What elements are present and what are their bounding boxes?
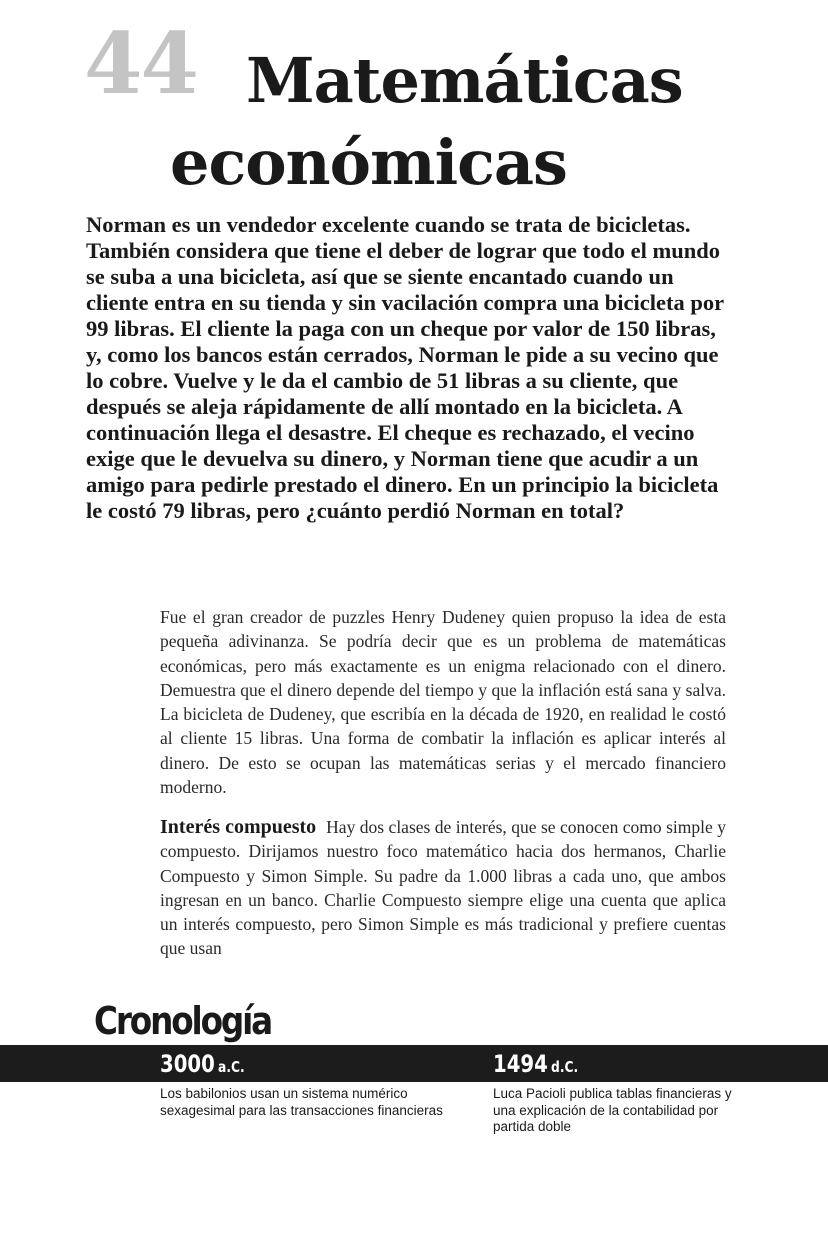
chapter-title-line-1: Matemáticas xyxy=(246,44,683,117)
chapter-number: 44 xyxy=(84,14,197,113)
timeline-event-year xyxy=(160,1050,245,1081)
section-heading: Interés compuesto xyxy=(160,816,317,838)
timeline-event-year xyxy=(493,1050,578,1081)
timeline-title: Cronología xyxy=(94,999,272,1043)
timeline-event-description: Los babilonios usan un sistema numérico sexagesimal para las transacciones financieras xyxy=(160,1086,443,1118)
timeline-event-description: Luca Pacioli publica tablas financieras y una explicación de la contabilidad por partida doble xyxy=(493,1086,732,1134)
body-paragraph-2 xyxy=(160,815,726,961)
body-paragraph-2-text: Hay dos clases de interés, que se conocen como simple y compuesto. Dirijamos nuestro foco matemático hacia dos hermanos, Charlie Compuesto y Simon Simple. Su padre da 1.000 libras a cada uno, que ambos ingresan en un banco. Charlie Compuesto siempre elige una cuenta que aplica un interés compuesto, pero Simon Simple es más tradicional y prefiere cuentas que usan xyxy=(160,817,726,959)
timeline-era: a.C. xyxy=(218,1058,245,1076)
chapter-title-line-2: económicas xyxy=(170,126,567,199)
timeline-year: 1494 xyxy=(493,1050,548,1078)
intro-paragraph: Norman es un vendedor excelente cuando se trata de bicicletas. También considera que tiene el deber de lograr que todo el mundo se suba a una bicicleta, así que se siente encantado cuando un cliente entra en su tienda y sin vacilación compra una bicicleta por 99 libras. El cliente la paga con un cheque por valor de 150 libras, y, como los bancos están cerrados, Norman le pide a su vecino que lo cobre. Vuelve y le da el cambio de 51 libras a su cliente, que después se aleja rápidamente de allí montado en la bicicleta. A continuación llega el desastre. El cheque es rechazado, el vecino exige que le devuelva su dinero, y Norman tiene que acudir a un amigo para pedirle prestado el dinero. En un principio la bicicleta le costó 79 libras, pero ¿cuánto perdió Norman en total? xyxy=(86,212,724,523)
timeline-era: d.C. xyxy=(551,1058,579,1076)
timeline-year: 3000 xyxy=(160,1050,215,1078)
timeline-bar xyxy=(0,1045,828,1082)
body-paragraph-1: Fue el gran creador de puzzles Henry Dudeney quien propuso la idea de esta pequeña adivinanza. Se podría decir que es un problema de matemáticas económicas, pero más exactamente es un enigma relacionado con el dinero. Demuestra que el dinero depende del tiempo y que la inflación está sana y salva. La bicicleta de Dudeney, que escribía en la década de 1920, en realidad le costó al cliente 15 libras. Una forma de combatir la inflación es aplicar interés al dinero. De esto se ocupan las matemáticas serias y el mercado financiero moderno. xyxy=(160,607,726,798)
chapter-title xyxy=(170,40,810,204)
